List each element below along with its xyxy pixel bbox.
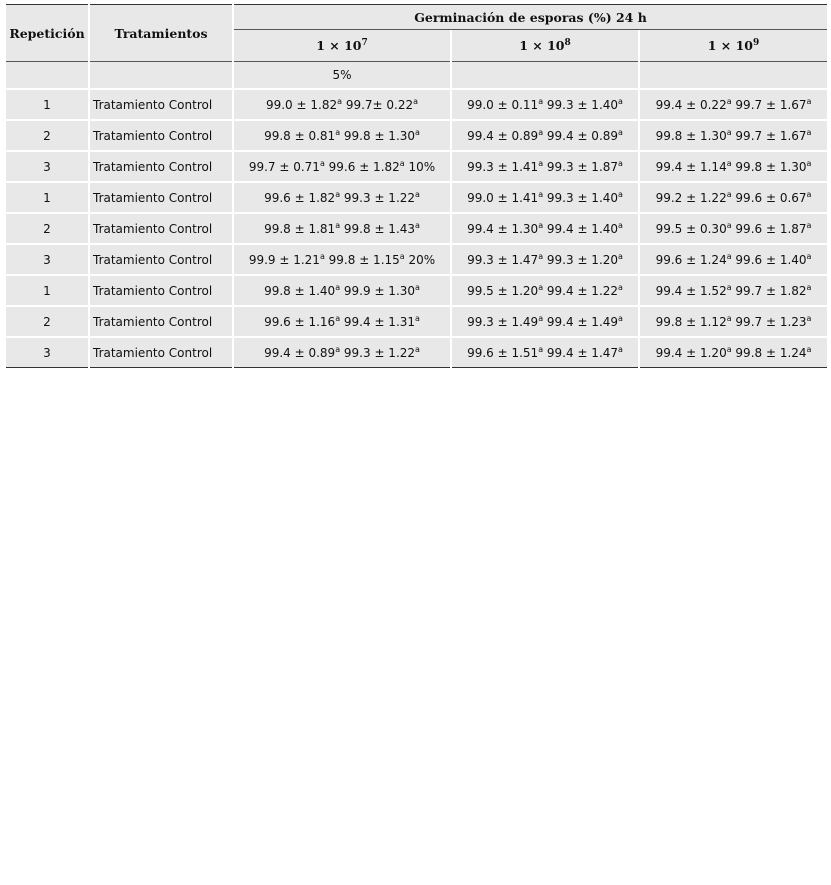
empty-cell — [6, 62, 88, 90]
germination-value-cell — [234, 152, 450, 183]
repeticion-cell: 3 — [6, 245, 88, 276]
significance-letter: a — [618, 344, 623, 354]
significance-letter: a — [538, 189, 544, 199]
table-row — [6, 245, 827, 276]
mean-sd-value: 99.4 ± 0.89 — [264, 345, 336, 360]
germination-value-cell — [640, 121, 827, 152]
mean-sd-value: 99.3 ± 1.87 — [543, 159, 619, 174]
tratamiento-cell: Tratamiento Control — [90, 245, 232, 276]
empty-cell — [90, 62, 232, 90]
header-concentration-1e7 — [234, 30, 450, 62]
germination-value-cell — [640, 245, 827, 276]
mean-sd-value: 99.7 ± 0.71 — [248, 159, 320, 174]
germination-table — [4, 4, 829, 368]
repeticion-cell: 3 — [6, 152, 88, 183]
mean-sd-value: 99.8 ± 1.30 — [731, 159, 807, 174]
significance-letter: a — [618, 251, 623, 261]
significance-letter: a — [806, 189, 812, 199]
significance-letter: a — [806, 220, 812, 230]
germination-value-cell — [452, 121, 638, 152]
significance-letter: a — [415, 220, 420, 230]
tratamiento-cell: Tratamiento Control — [90, 307, 232, 338]
repeticion-cell: 1 — [6, 90, 88, 121]
mean-sd-value: 99.7 ± 1.82 — [731, 283, 807, 298]
mean-sd-value: 99.6 ± 1.40 — [731, 252, 807, 267]
significance-letter: a — [399, 251, 405, 261]
tratamiento-cell: Tratamiento Control — [90, 214, 232, 245]
mean-sd-value: 99.4 ± 1.49 — [543, 314, 619, 329]
germination-value-cell — [452, 276, 638, 307]
significance-letter: a — [806, 158, 812, 168]
conc-base: 1 × 10 — [316, 38, 362, 53]
mean-sd-value: 99.4 ± 1.47 — [543, 345, 619, 360]
empty-cell — [640, 62, 827, 90]
table-row — [6, 121, 827, 152]
mean-sd-value: 99.0 ± 1.41 — [467, 190, 539, 205]
repeticion-cell: 2 — [6, 121, 88, 152]
conc-exponent: 8 — [564, 37, 571, 48]
repeticion-cell: 3 — [6, 338, 88, 368]
repeticion-cell: 1 — [6, 276, 88, 307]
mean-sd-value: 99.4 ± 1.52 — [655, 283, 727, 298]
significance-letter: a — [726, 220, 732, 230]
mean-sd-value: 99.4 ± 1.31 — [340, 314, 416, 329]
tratamiento-cell: Tratamiento Control — [90, 338, 232, 368]
tratamiento-cell: Tratamiento Control — [90, 90, 232, 121]
significance-letter: a — [335, 220, 341, 230]
table-row — [6, 152, 827, 183]
mean-sd-value: 99.8 ± 1.15 — [324, 252, 400, 267]
germination-value-cell — [452, 152, 638, 183]
mean-sd-value: 99.8 ± 1.30 — [340, 128, 416, 143]
significance-letter: a — [415, 127, 420, 137]
significance-letter: a — [618, 127, 623, 137]
conc-exponent: 7 — [361, 37, 368, 48]
header-repeticion: Repetición — [6, 4, 88, 62]
significance-letter: a — [538, 127, 544, 137]
mean-sd-value: 99.4 ± 1.40 — [543, 221, 619, 236]
germination-value-cell — [640, 307, 827, 338]
mean-sd-value: 99.4 ± 0.89 — [543, 128, 619, 143]
mean-sd-value: 99.3 ± 1.41 — [467, 159, 539, 174]
significance-letter: a — [726, 189, 732, 199]
mean-sd-value: 99.6 ± 1.24 — [655, 252, 727, 267]
significance-letter: a — [335, 282, 341, 292]
germination-value-cell — [234, 245, 450, 276]
significance-letter: a — [415, 282, 420, 292]
significance-letter: a — [415, 189, 420, 199]
mean-sd-value: 99.3 ± 1.49 — [467, 314, 539, 329]
table-row — [6, 307, 827, 338]
germination-value-cell — [452, 90, 638, 121]
conc-base: 1 × 10 — [519, 38, 565, 53]
mean-sd-value: 99.6 ± 0.67 — [731, 190, 807, 205]
significance-letter: a — [337, 96, 342, 106]
germination-value-cell — [234, 121, 450, 152]
mean-sd-value: 20% — [404, 252, 436, 267]
significance-letter: a — [726, 127, 732, 137]
mean-sd-value: 99.3 ± 1.22 — [340, 345, 416, 360]
significance-letter: a — [538, 158, 544, 168]
tratamiento-cell: Tratamiento Control — [90, 152, 232, 183]
significance-letter: a — [806, 251, 812, 261]
header-concentration-1e8 — [452, 30, 638, 62]
germination-value-cell — [234, 338, 450, 368]
significance-letter: a — [618, 189, 623, 199]
mean-sd-value: 99.3 ± 1.47 — [467, 252, 539, 267]
mean-sd-value: 99.6 ± 1.87 — [731, 221, 807, 236]
germination-value-cell — [640, 90, 827, 121]
mean-sd-value: 99.8 ± 1.81 — [264, 221, 336, 236]
germination-value-cell — [452, 214, 638, 245]
significance-letter: a — [806, 282, 812, 292]
mean-sd-value: 99.9 ± 1.30 — [340, 283, 416, 298]
significance-letter: a — [618, 282, 623, 292]
significance-letter: a — [319, 158, 325, 168]
significance-letter: a — [726, 96, 732, 106]
germination-value-cell — [452, 183, 638, 214]
table-row — [6, 276, 827, 307]
germination-value-cell — [640, 338, 827, 368]
mean-sd-value: 99.4 ± 0.22 — [655, 97, 727, 112]
significance-letter: a — [806, 96, 812, 106]
mean-sd-value: 99.8 ± 1.43 — [340, 221, 416, 236]
subheader-row — [6, 62, 827, 90]
mean-sd-value: 99.8 ± 1.12 — [655, 314, 727, 329]
concentration-percent-label: 5% — [234, 62, 450, 90]
significance-letter: a — [335, 127, 341, 137]
mean-sd-value: 99.6 ± 1.82 — [264, 190, 336, 205]
mean-sd-value: 99.4 ± 1.20 — [655, 345, 727, 360]
germination-value-cell — [234, 214, 450, 245]
mean-sd-value: 99.8 ± 1.40 — [264, 283, 336, 298]
germination-value-cell — [452, 307, 638, 338]
significance-letter: a — [538, 220, 544, 230]
mean-sd-value: 99.8 ± 1.30 — [655, 128, 727, 143]
mean-sd-value: 99.9 ± 1.21 — [248, 252, 320, 267]
significance-letter: a — [806, 127, 812, 137]
germination-value-cell — [452, 245, 638, 276]
mean-sd-value: 99.4 ± 1.14 — [655, 159, 727, 174]
significance-letter: a — [415, 313, 420, 323]
mean-sd-value: 99.7± 0.22 — [342, 97, 414, 112]
germination-value-cell — [234, 276, 450, 307]
table-row — [6, 183, 827, 214]
conc-base: 1 × 10 — [707, 38, 754, 53]
tratamiento-cell: Tratamiento Control — [90, 183, 232, 214]
mean-sd-value: 99.3 ± 1.20 — [543, 252, 619, 267]
table-body — [6, 62, 827, 368]
mean-sd-value: 99.3 ± 1.40 — [543, 190, 619, 205]
mean-sd-value: 99.5 ± 0.30 — [655, 221, 727, 236]
significance-letter: a — [726, 313, 732, 323]
germination-value-cell — [234, 307, 450, 338]
significance-letter: a — [726, 282, 732, 292]
germination-value-cell — [640, 214, 827, 245]
significance-letter: a — [726, 251, 732, 261]
repeticion-cell: 2 — [6, 214, 88, 245]
mean-sd-value: 99.2 ± 1.22 — [655, 190, 727, 205]
significance-letter: a — [618, 96, 623, 106]
significance-letter: a — [335, 344, 341, 354]
empty-cell — [452, 62, 638, 90]
table-row — [6, 214, 827, 245]
mean-sd-value: 99.7 ± 1.23 — [731, 314, 807, 329]
table-row — [6, 338, 827, 368]
mean-sd-value: 99.3 ± 1.40 — [543, 97, 619, 112]
significance-letter: a — [618, 313, 623, 323]
significance-letter: a — [399, 158, 405, 168]
significance-letter: a — [538, 313, 544, 323]
mean-sd-value: 99.4 ± 1.30 — [467, 221, 539, 236]
germination-value-cell — [640, 152, 827, 183]
mean-sd-value: 99.3 ± 1.22 — [340, 190, 416, 205]
tratamiento-cell: Tratamiento Control — [90, 276, 232, 307]
mean-sd-value: 99.8 ± 0.81 — [264, 128, 336, 143]
significance-letter: a — [538, 282, 544, 292]
mean-sd-value: 99.4 ± 1.22 — [543, 283, 619, 298]
germination-value-cell — [640, 276, 827, 307]
significance-letter: a — [413, 96, 419, 106]
germination-value-cell — [452, 338, 638, 368]
significance-letter: a — [538, 344, 544, 354]
repeticion-cell: 1 — [6, 183, 88, 214]
significance-letter: a — [806, 313, 812, 323]
mean-sd-value: 99.6 ± 1.16 — [264, 314, 336, 329]
germination-value-cell — [640, 183, 827, 214]
mean-sd-value: 99.5 ± 1.20 — [467, 283, 539, 298]
mean-sd-value: 99.4 ± 0.89 — [467, 128, 539, 143]
germination-value-cell — [234, 183, 450, 214]
significance-letter: a — [618, 158, 623, 168]
significance-letter: a — [335, 313, 341, 323]
germination-value-cell — [234, 90, 450, 121]
mean-sd-value: 99.6 ± 1.82 — [324, 159, 400, 174]
header-germinacion-group: Germinación de esporas (%) 24 h — [234, 4, 827, 30]
significance-letter: a — [618, 220, 623, 230]
mean-sd-value: 10% — [404, 159, 436, 174]
significance-letter: a — [335, 189, 341, 199]
tratamiento-cell: Tratamiento Control — [90, 121, 232, 152]
mean-sd-value: 99.6 ± 1.51 — [467, 345, 539, 360]
significance-letter: a — [538, 96, 544, 106]
mean-sd-value: 99.0 ± 1.82 — [265, 97, 338, 112]
conc-exponent: 9 — [753, 37, 760, 48]
significance-letter: a — [726, 344, 732, 354]
mean-sd-value: 99.8 ± 1.24 — [731, 345, 807, 360]
mean-sd-value: 99.7 ± 1.67 — [731, 97, 807, 112]
table-row — [6, 90, 827, 121]
header-concentration-1e9 — [640, 30, 827, 62]
significance-letter: a — [415, 344, 420, 354]
mean-sd-value: 99.0 ± 0.11 — [467, 97, 539, 112]
significance-letter: a — [806, 344, 812, 354]
significance-letter: a — [726, 158, 732, 168]
mean-sd-value: 99.7 ± 1.67 — [731, 128, 807, 143]
repeticion-cell: 2 — [6, 307, 88, 338]
significance-letter: a — [538, 251, 544, 261]
header-tratamientos: Tratamientos — [90, 4, 232, 62]
significance-letter: a — [319, 251, 325, 261]
